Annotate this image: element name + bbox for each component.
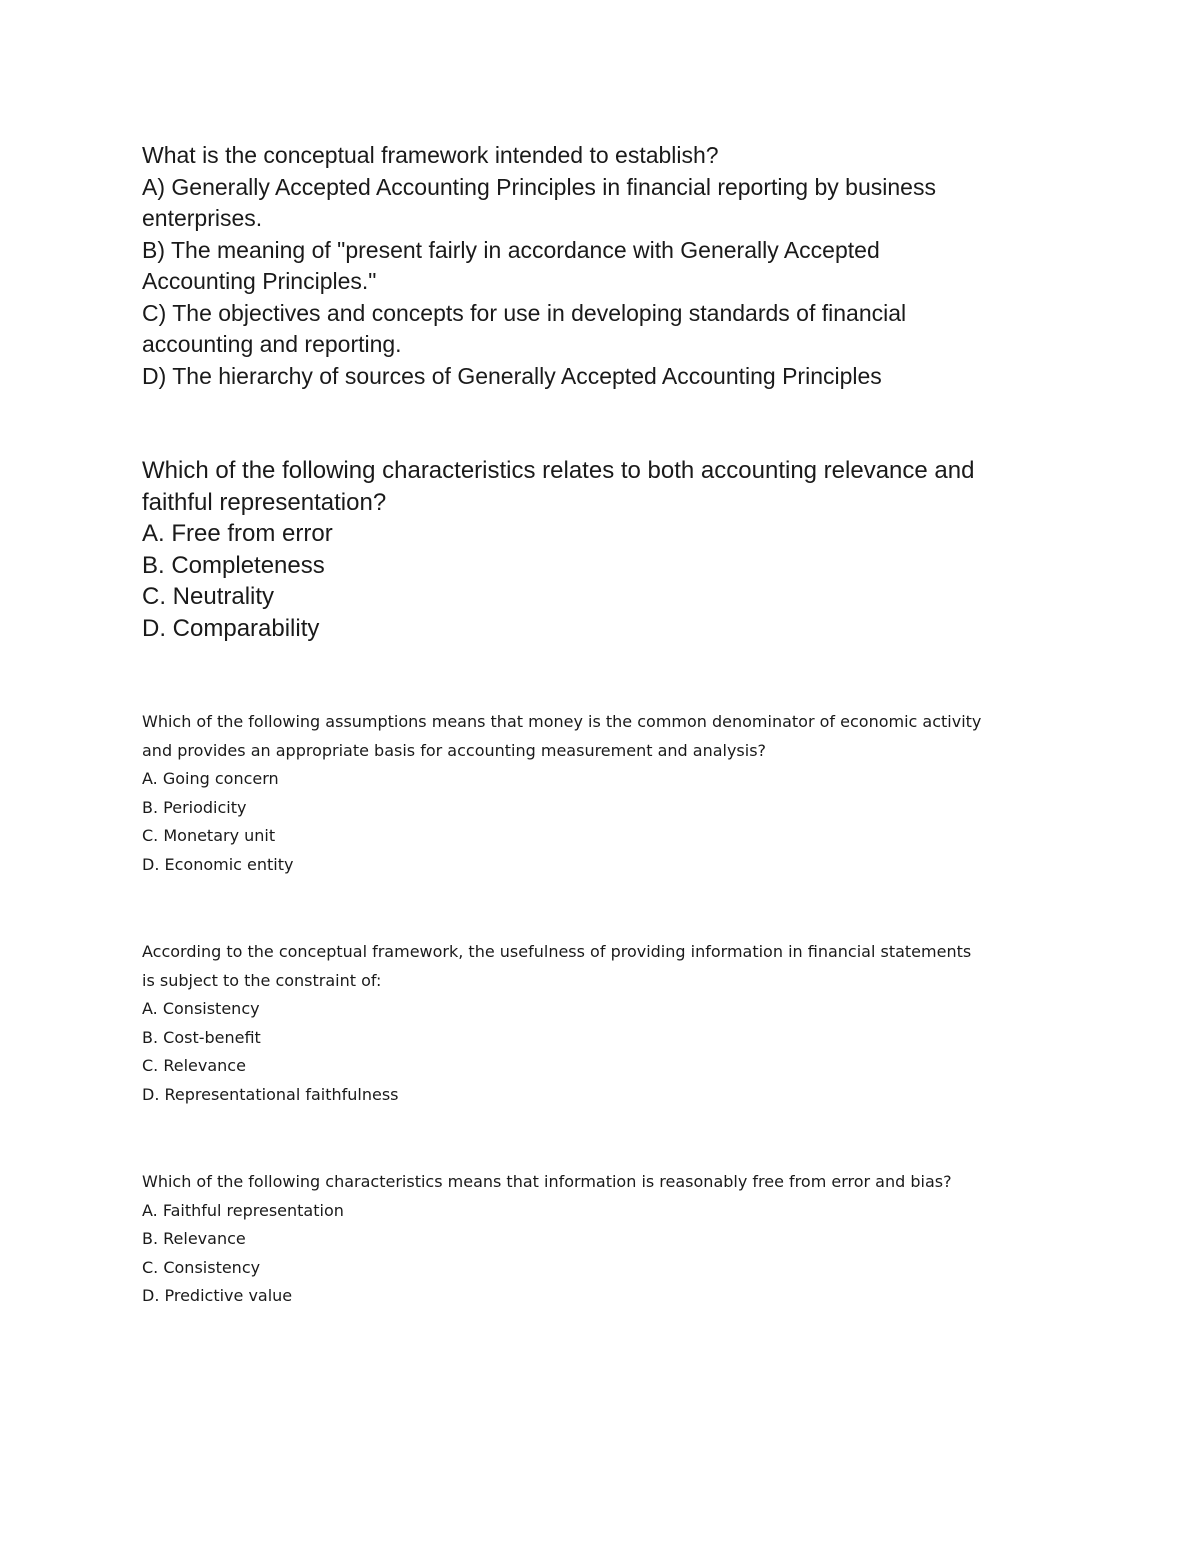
question-4	[142, 938, 1092, 1110]
question-3	[142, 708, 1092, 880]
question-2-stem-cont: faithful representation?	[142, 488, 387, 516]
question-5-option-b: B. Relevance	[142, 1229, 246, 1249]
question-4-option-d: D. Representational faithfulness	[142, 1084, 399, 1104]
question-5	[142, 1168, 1092, 1311]
question-3-stem: Which of the following assumptions means that money is the common denominator of economic activity	[142, 712, 982, 731]
question-2-option-d: D. Comparability	[142, 614, 320, 642]
question-1-option-c-cont: accounting and reporting.	[142, 331, 402, 357]
question-1-option-b-cont: Accounting Principles."	[142, 268, 377, 294]
question-4-option-a: A. Consistency	[142, 999, 260, 1019]
question-2-option-b: B. Completeness	[142, 551, 325, 579]
question-3-option-d: D. Economic entity	[142, 854, 294, 874]
question-2-option-a: A. Free from error	[142, 520, 333, 547]
question-1-option-a: A) Generally Accepted Accounting Principles in financial reporting by business	[142, 173, 936, 200]
question-3-option-a: A. Going concern	[142, 769, 279, 789]
question-5-option-d: D. Predictive value	[142, 1286, 293, 1306]
question-3-option-b: B. Periodicity	[142, 797, 247, 817]
question-4-option-c: C. Relevance	[142, 1056, 246, 1076]
question-2-stem: Which of the following characteristics relates to both accounting relevance and	[142, 457, 975, 484]
question-5-option-c: C. Consistency	[142, 1257, 261, 1277]
question-1-option-d: D) The hierarchy of sources of Generally Accepted Accounting Principles	[142, 362, 882, 389]
question-2-option-c: C. Neutrality	[142, 583, 275, 610]
question-3-option-c: C. Monetary unit	[142, 826, 276, 846]
question-2	[142, 455, 1092, 644]
question-1-option-c: C) The objectives and concepts for use in developing standards of financial	[142, 299, 907, 326]
question-5-option-a: A. Faithful representation	[142, 1200, 344, 1220]
question-1-option-b: B) The meaning of "present fairly in accordance with Generally Accepted	[142, 236, 880, 263]
question-4-stem-cont: is subject to the constraint of:	[142, 970, 382, 990]
question-1	[142, 140, 1092, 392]
question-5-stem: Which of the following characteristics means that information is reasonably free from error and bias?	[142, 1172, 952, 1191]
question-3-stem-cont: and provides an appropriate basis for accounting measurement and analysis?	[142, 740, 767, 760]
question-1-stem: What is the conceptual framework intended to establish?	[142, 142, 719, 168]
question-4-option-b: B. Cost-benefit	[142, 1027, 261, 1047]
question-4-stem: According to the conceptual framework, the usefulness of providing information in financial statements	[142, 942, 972, 961]
question-1-option-a-cont: enterprises.	[142, 205, 263, 231]
